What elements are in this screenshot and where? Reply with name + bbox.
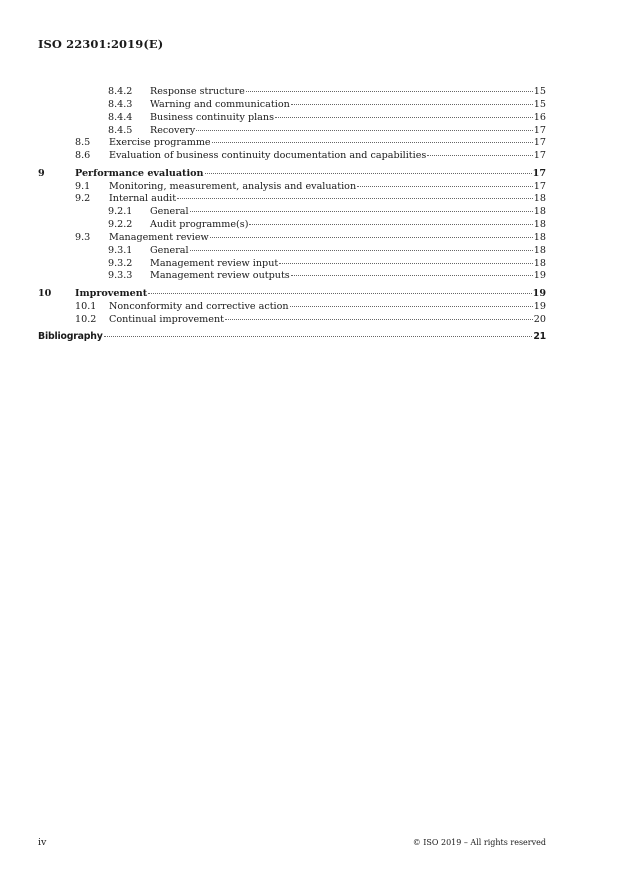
toc-dot-leader xyxy=(196,130,533,131)
toc-entry-page: 21 xyxy=(533,330,546,342)
toc-entry[interactable] xyxy=(38,258,546,271)
toc-entry-page: 17 xyxy=(533,137,546,149)
toc-entry-page: 15 xyxy=(533,86,546,97)
toc-entry-page: 17 xyxy=(533,150,546,162)
toc-entry-title: Management review xyxy=(109,231,209,243)
toc-entry[interactable] xyxy=(38,301,546,314)
toc-dot-leader xyxy=(205,173,532,174)
toc-entry-number: 8.5 xyxy=(75,137,91,149)
toc-entry-page: 19 xyxy=(532,287,546,299)
toc-entry-page: 17 xyxy=(533,180,546,192)
toc-entry-page: 20 xyxy=(533,313,546,325)
toc-dot-leader xyxy=(279,263,533,264)
toc-entry-title: Response structure xyxy=(150,86,245,97)
toc-entry-title: Monitoring, measurement, analysis and evaluation xyxy=(109,180,357,192)
toc-entry-title: General xyxy=(150,206,189,218)
toc-entry-page: 18 xyxy=(533,206,546,218)
toc-entry-title: Management review input xyxy=(150,257,279,269)
toc-dot-leader xyxy=(225,319,533,320)
toc-entry-title: Bibliography xyxy=(38,330,103,342)
toc-entry[interactable] xyxy=(38,125,546,138)
toc-dot-leader xyxy=(427,155,532,156)
toc-entry[interactable] xyxy=(38,137,546,150)
toc-entry-number: 10 xyxy=(38,287,52,299)
toc-entry[interactable] xyxy=(38,150,546,163)
toc-entry-number: 9 xyxy=(38,167,45,179)
toc-entry-number: 9.2.1 xyxy=(108,206,133,218)
toc-entry-title: Recovery xyxy=(150,124,196,136)
toc-entry[interactable] xyxy=(38,314,546,327)
toc-entry[interactable] xyxy=(38,331,546,344)
toc-entry-page: 17 xyxy=(532,167,546,179)
toc-entry[interactable] xyxy=(38,270,546,283)
page-number: iv xyxy=(38,837,47,848)
toc-entry[interactable] xyxy=(38,193,546,206)
toc-entry-title: General xyxy=(150,244,189,256)
toc-dot-leader xyxy=(212,142,533,143)
toc-entry-number: 9.3.1 xyxy=(108,244,133,256)
toc-entry-page: 18 xyxy=(533,219,546,231)
toc-dot-leader xyxy=(210,237,533,238)
toc-entry-title: Audit programme(s) xyxy=(150,219,249,231)
copyright-notice: © ISO 2019 – All rights reserved xyxy=(412,838,546,847)
toc-entry-page: 19 xyxy=(533,300,546,312)
toc-entry-title: Evaluation of business continuity documentation and capabilities xyxy=(109,150,427,162)
toc-entry[interactable] xyxy=(38,288,546,301)
toc-entry-number: 8.4.4 xyxy=(108,111,133,123)
toc-entry[interactable] xyxy=(38,99,546,112)
toc-dot-leader xyxy=(290,306,533,307)
toc-entry-title: Exercise programme xyxy=(109,137,211,149)
toc-entry[interactable] xyxy=(38,245,546,258)
toc-dot-leader xyxy=(291,104,533,105)
toc-entry-title: Continual improvement xyxy=(109,313,224,325)
toc-entry-number: 9.2 xyxy=(75,193,91,205)
toc-entry-number: 9.1 xyxy=(75,180,91,192)
toc-entry-page: 18 xyxy=(533,231,546,243)
toc-entry-number: 8.4.5 xyxy=(108,124,133,136)
toc-entry-number: 9.3.2 xyxy=(108,257,133,269)
table-of-contents xyxy=(38,86,546,344)
toc-dot-leader xyxy=(291,275,533,276)
toc-entry-title: Improvement xyxy=(75,287,148,299)
toc-entry[interactable] xyxy=(38,181,546,194)
toc-dot-leader xyxy=(190,211,533,212)
toc-dot-leader xyxy=(104,336,533,337)
toc-entry[interactable] xyxy=(38,219,546,232)
toc-entry-number: 9.3.3 xyxy=(108,270,133,282)
toc-entry-number: 10.2 xyxy=(75,313,97,325)
toc-entry-number: 10.1 xyxy=(75,300,97,312)
toc-entry-page: 19 xyxy=(533,270,546,282)
toc-dot-leader xyxy=(249,224,532,225)
toc-entry-number: 8.4.2 xyxy=(108,86,133,97)
toc-entry-title: Internal audit xyxy=(109,193,177,205)
toc-entry-page: 15 xyxy=(533,98,546,110)
toc-entry-number: 8.6 xyxy=(75,150,91,162)
toc-dot-leader xyxy=(177,198,533,199)
toc-entry-number: 8.4.3 xyxy=(108,98,133,110)
toc-entry-number: 9.3 xyxy=(75,231,91,243)
toc-entry-page: 18 xyxy=(533,193,546,205)
toc-entry-title: Management review outputs xyxy=(150,270,290,282)
toc-entry-page: 18 xyxy=(533,257,546,269)
toc-entry[interactable] xyxy=(38,232,546,245)
toc-dot-leader xyxy=(246,91,533,92)
toc-dot-leader xyxy=(275,117,533,118)
toc-entry-number: 9.2.2 xyxy=(108,219,133,231)
document-header: ISO 22301:2019(E) xyxy=(38,37,164,51)
toc-dot-leader xyxy=(190,250,533,251)
toc-entry[interactable] xyxy=(38,86,546,99)
toc-entry-page: 17 xyxy=(533,124,546,136)
toc-entry-title: Business continuity plans xyxy=(150,111,275,123)
toc-dot-leader xyxy=(357,186,533,187)
toc-entry-title: Warning and communication xyxy=(150,98,290,110)
toc-entry[interactable] xyxy=(38,112,546,125)
toc-entry-title: Performance evaluation xyxy=(75,167,204,179)
toc-entry[interactable] xyxy=(38,206,546,219)
toc-entry-page: 18 xyxy=(533,244,546,256)
toc-entry[interactable] xyxy=(38,168,546,181)
toc-entry-title: Nonconformity and corrective action xyxy=(109,300,289,312)
toc-dot-leader xyxy=(148,293,532,294)
toc-entry-page: 16 xyxy=(533,111,546,123)
